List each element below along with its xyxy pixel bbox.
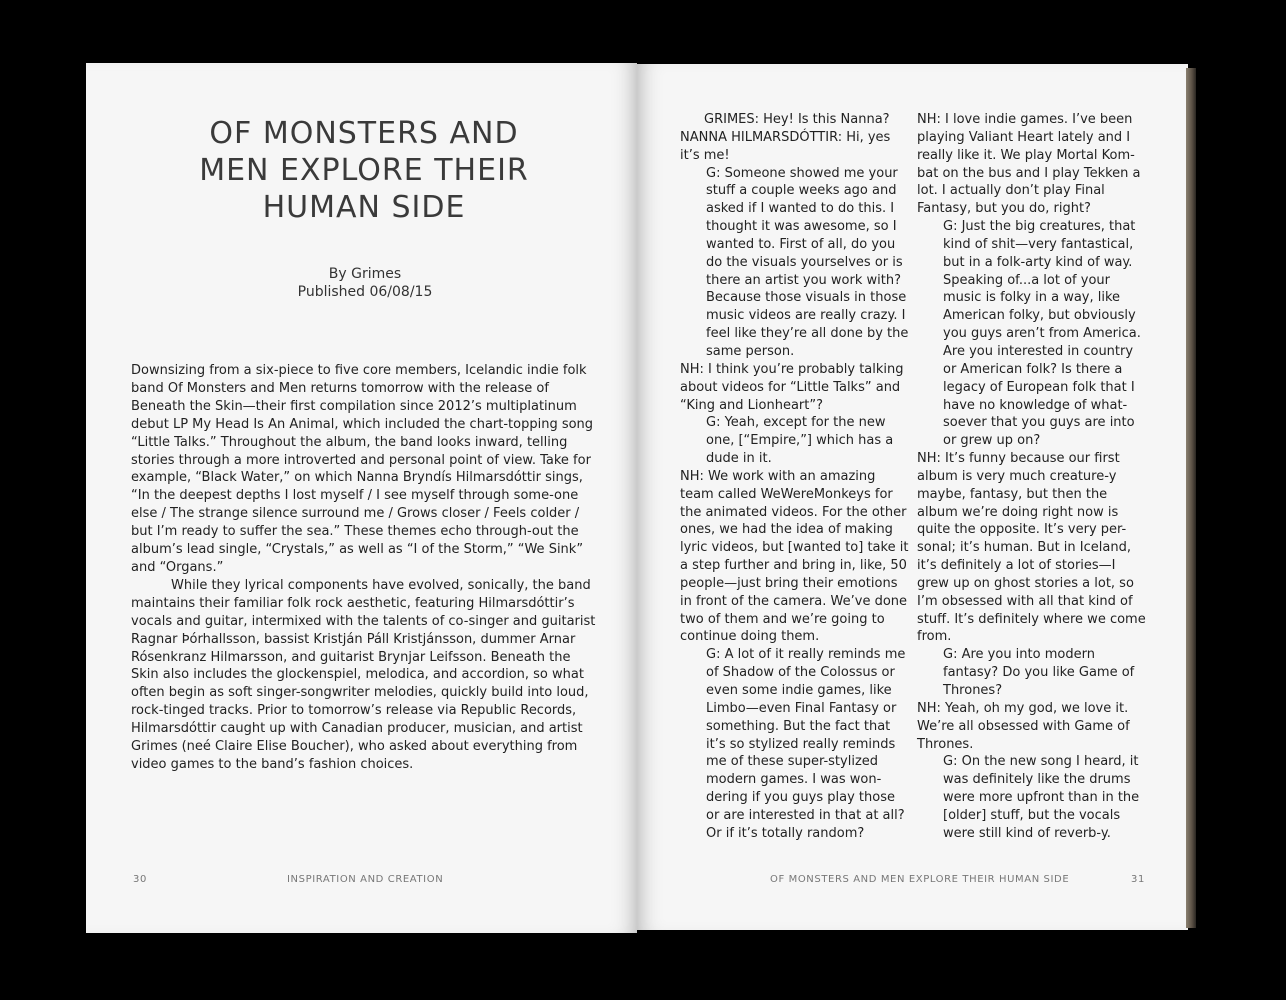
- article-body: [131, 362, 599, 774]
- left-page-number: 30: [133, 874, 147, 885]
- article-title: [100, 115, 628, 226]
- interview-line: G: Just the big creatures, that kind of shit—very fantastical, but in a folk-arty kind of way. Speaking of...a lot of your music is folky in a way, like American folky, but obviously you guys aren’t from America. Are you interested in country or American folk? Is there a legacy of European folk that I have no knowledge of what-soever that you guys are into or grew up on?: [943, 219, 1141, 449]
- interview-line: G: Are you into modern fantasy? Do you like Game of Thrones?: [943, 647, 1135, 698]
- page-stack-edge: [1186, 68, 1196, 928]
- left-running-head: INSPIRATION AND CREATION: [287, 874, 444, 885]
- interview-column-2: [917, 111, 1149, 843]
- right-page-number: 31: [1131, 874, 1145, 885]
- right-running-head: OF MONSTERS AND MEN EXPLORE THEIR HUMAN SIDE: [770, 874, 1070, 885]
- interview-line: G: Yeah, except for the new one, [“Empire,”] which has a dude in it.: [706, 415, 894, 467]
- interview-line: NH: Yeah, oh my god, we love it. We’re all obsessed with Game of Thrones.: [917, 700, 1130, 752]
- title-line-1: OF MONSTERS AND: [209, 116, 519, 151]
- byline-block: [240, 265, 490, 301]
- interview-line: NH: It’s funny because our first album is very much creature-y maybe, fantasy, but then the album we’re doing right now is quite the opposite. It’s very per-sonal; it’s human. But in Iceland, it’s definitely a lot of stories—I grew up on ghost stories a lot, so I’m obsessed with all that kind of stuff. It’s definitely where we come from.: [917, 451, 1146, 645]
- body-paragraph-1: Downsizing from a six-piece to five core members, Icelandic indie folk band Of Monsters and Men returns tomorrow with the release of Beneath the Skin—their first compilation since 2012’s multiplatinum debut LP My Head Is An Animal, which included the chart-topping song “Little Talks.” Throughout the album, the band looks inward, telling stories through a more introverted and personal point of view. Take for example, “Black Water,” on which Nanna Bryndís Hilmarsdóttir sings, “In the deepest depths I lost myself / I see myself through some-one else / The strange silence surround me / Grows closer / Feels colder / but I’m ready to suffer the sea.” These themes echo through-out the album’s lead single, “Crystals,” as well as “I of the Storm,” “We Sink” and “Organs.”: [131, 363, 594, 575]
- body-paragraph-2: While they lyrical components have evolved, sonically, the band maintains their familiar folk rock aesthetic, featuring Hilmarsdóttir’s vocals and guitar, intermixed with the talents of co-singer and guitarist Ragnar Þórhallsson, bassist Kristján Páll Kristjánsson, dummer Arnar Rósenkranz Hilmarsson, and guitarist Brynjar Leifsson. Beneath the Skin also includes the glockenspiel, melodica, and accordion, so what often begin as soft singer-songwriter melodies, quickly build into loud, rock-tinged tracks. Prior to tomorrow’s release via Republic Records, Hilmarsdóttir caught up with Canadian producer, musician, and artist Grimes (neé Claire Elise Boucher), who asked about everything from video games to the band’s fashion choices.: [131, 577, 596, 772]
- interview-line: G: Someone showed me your stuff a couple weeks ago and asked if I wanted to do this. I thought it was awesome, so I wanted to. First of all, do you do the visuals yourselves or is there an artist you work with? Because those visuals in those music videos are really crazy. I feel like they’re all done by the same person.: [706, 165, 909, 359]
- interview-line: NH: I think you’re probably talking about videos for “Little Talks” and “King and Lionheart”?: [680, 361, 904, 413]
- interview-line: NANNA HILMARSDÓTTIR: Hi, yes it’s me!: [680, 129, 891, 163]
- interview-line: G: A lot of it really reminds me of Shadow of the Colossus or even some indie games, like Limbo—even Final Fantasy or something. But the fact that it’s so stylized really reminds me of these super-stylized modern games. I was won-dering if you guys play those or are interested in that at all? Or if it’s totally random?: [706, 647, 906, 841]
- author-byline: By Grimes: [328, 266, 402, 282]
- interview-line: G: On the new song I heard, it was definitely like the drums were more upfront than in the [older] stuff, but the vocals were still kind of reverb-y.: [943, 754, 1140, 841]
- interview-line: NH: I love indie games. I’ve been playing Valiant Heart lately and I really like it. We play Mortal Kom-bat on the bus and I play Tekken a lot. I actually don’t play Final Fantasy, but you do, right?: [917, 112, 1141, 217]
- interview-column-1: [680, 111, 910, 843]
- published-date: Published 06/08/15: [297, 284, 433, 300]
- interview-line: GRIMES: Hey! Is this Nanna?: [704, 112, 890, 127]
- title-line-2: MEN EXPLORE THEIR: [199, 153, 529, 188]
- interview-line: NH: We work with an amazing team called WeWereMonkeys for the animated videos. For the other ones, we had the idea of making lyric videos, but [wanted to] take it a step further and bring in, like, 50 people—just bring their emotions in front of the camera. We’ve done two of them and we’re going to continue doing them.: [680, 468, 909, 645]
- title-line-3: HUMAN SIDE: [262, 190, 466, 225]
